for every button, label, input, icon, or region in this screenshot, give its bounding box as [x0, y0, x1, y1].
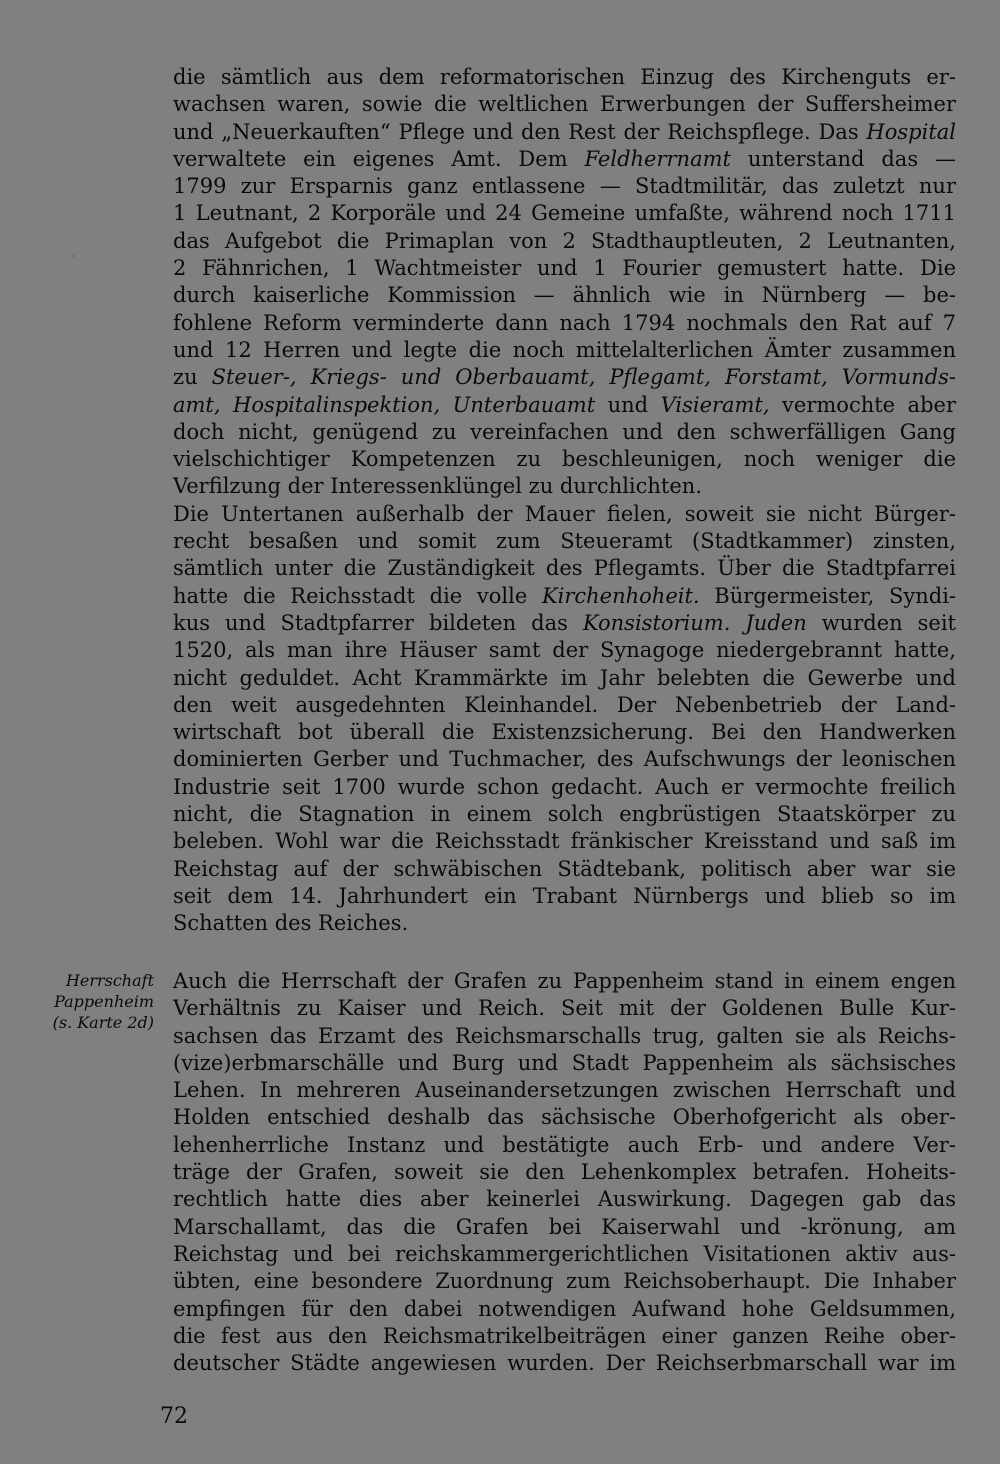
- text-line: [173, 119, 956, 146]
- text-line: [173, 1159, 956, 1186]
- text-run: wachsen waren, sowie die weltlichen Erwerbungen der Suffersheimer: [173, 92, 956, 117]
- text-run: Lehen. In mehreren Auseinandersetzungen zwischen Herrschaft und: [173, 1078, 956, 1103]
- text-run: das Aufgebot die Primaplan von 2 Stadthauptleuten, 2 Leutnanten,: [173, 228, 956, 253]
- italic-run: Kirchenhoheit.: [541, 583, 700, 608]
- text-run: 1 Leutnant, 2 Korporäle und 24 Gemeine umfaßte, während noch 1711: [173, 201, 956, 226]
- text-run: die fest aus den Reichsmatrikelbeiträgen einer ganzen Reihe ober-: [173, 1323, 956, 1348]
- text-line: [173, 310, 956, 337]
- text-line: [173, 1268, 956, 1295]
- text-line: [173, 1186, 956, 1213]
- text-run: fohlene Reform verminderte dann nach 1794 nochmals den Rat auf 7: [173, 310, 956, 335]
- text-run: träge der Grafen, soweit sie den Lehenkomplex betrafen. Hoheits-: [173, 1160, 956, 1185]
- italic-run: Konsistorium. Juden: [582, 610, 807, 635]
- text-run: und 12 Herren und legte die noch mittelalterlichen Ämter zusammen: [173, 337, 956, 362]
- text-line: [173, 419, 956, 446]
- text-run: verwaltete ein eigenes Amt. Dem: [173, 146, 585, 171]
- text-line: [173, 200, 956, 227]
- margin-note-line: (s. Karte 2d): [52, 1013, 154, 1032]
- text-line: [173, 282, 956, 309]
- page-number: 72: [160, 1404, 188, 1429]
- text-line: [173, 828, 956, 855]
- text-run: vielschichtiger Kompetenzen zu beschleunigen, noch weniger die: [173, 447, 956, 472]
- text-run: zu: [173, 365, 212, 390]
- text-run: Bürgermeister, Syndi-: [699, 583, 956, 608]
- text-line: [173, 473, 956, 500]
- text-run: doch nicht, genügend zu vereinfachen und den schwerfälligen Gang: [173, 419, 956, 444]
- text-run: Verfilzung der Interessenklüngel zu durchlichten.: [173, 474, 702, 499]
- text-line: [173, 665, 956, 692]
- text-run: Auch die Herrschaft der Grafen zu Pappenheim stand in einem engen: [173, 969, 956, 993]
- text-line: [173, 173, 956, 200]
- text-run: wirtschaft bot überall die Existenzsicherung. Bei den Handwerken: [173, 720, 956, 745]
- text-run: nicht geduldet. Acht Krammärkte im Jahr belebten die Gewerbe und: [173, 665, 956, 690]
- italic-run: Steuer-, Kriegs- und Oberbauamt, Pflegamt, Forstamt, Vormunds-: [211, 365, 957, 390]
- text-run: hatte die Reichsstadt die volle: [173, 583, 542, 608]
- main-text-block: [173, 64, 956, 938]
- text-line: [173, 1132, 956, 1159]
- scan-speck: [71, 255, 74, 257]
- text-run: kus und Stadtpfarrer bildeten das: [173, 610, 583, 635]
- text-line: [173, 64, 956, 91]
- text-line: [173, 719, 956, 746]
- text-run: unterstand das —: [730, 146, 956, 171]
- text-line: [173, 801, 956, 828]
- text-line: [173, 1350, 956, 1377]
- text-line: [173, 910, 956, 937]
- text-run: durch kaiserliche Kommission — ähnlich wie in Nürnberg — be-: [173, 283, 956, 308]
- text-line: [173, 528, 956, 555]
- text-line: [173, 1296, 956, 1323]
- text-run: Schatten des Reiches.: [173, 911, 409, 936]
- text-line: [173, 337, 956, 364]
- text-run: und „Neuerkauften“ Pflege und den Rest der Reichspflege. Das: [173, 119, 867, 144]
- text-run: Verhältnis zu Kaiser und Reich. Seit mit der Goldenen Bulle Kur-: [173, 996, 956, 1021]
- text-line: [173, 555, 956, 582]
- margin-note-line: Herrschaft: [65, 971, 154, 990]
- text-line: [173, 1104, 956, 1131]
- text-line: [173, 610, 956, 637]
- margin-note-herrschaft-pappenheim: [8, 970, 154, 1033]
- text-line: [173, 583, 956, 610]
- text-line: [173, 501, 956, 528]
- text-line: [173, 146, 956, 173]
- text-run: den weit ausgedehnten Kleinhandel. Der Nebenbetrieb der Land-: [173, 692, 956, 717]
- text-run: seit dem 14. Jahrhundert ein Trabant Nürnbergs und blieb so im: [173, 883, 956, 908]
- text-line: [173, 1050, 956, 1077]
- text-run: lehenherrliche Instanz und bestätigte auch Erb- und andere Ver-: [173, 1132, 956, 1157]
- text-line: [173, 1214, 956, 1241]
- text-run: (vize)erbmarschälle und Burg und Stadt Pappenheim als sächsisches: [173, 1050, 956, 1075]
- italic-run: Visieramt,: [660, 392, 770, 417]
- text-run: sachsen das Erzamt des Reichsmarschalls trug, galten sie als Reichs-: [173, 1023, 956, 1048]
- text-run: Marschallamt, das die Grafen bei Kaiserwahl und -krönung, am: [173, 1214, 956, 1239]
- italic-run: Hospital: [866, 119, 956, 144]
- text-line: [173, 91, 956, 118]
- text-line: [173, 1077, 956, 1104]
- text-run: übten, eine besondere Zuordnung zum Reichsoberhaupt. Die Inhaber: [173, 1269, 956, 1294]
- text-run: 1520, als man ihre Häuser samt der Synagoge niedergebrannt hatte,: [173, 638, 956, 663]
- text-run: 2 Fähnrichen, 1 Wachtmeister und 1 Fourier gemustert hatte. Die: [173, 256, 956, 281]
- text-run: deutscher Städte angewiesen wurden. Der Reichserbmarschall war im: [173, 1351, 956, 1376]
- text-line: [173, 255, 956, 282]
- text-run: Reichstag und bei reichskammergerichtlichen Visitationen aktiv aus-: [173, 1241, 956, 1266]
- text-run: Industrie seit 1700 wurde schon gedacht. Auch er vermochte freilich: [173, 774, 956, 799]
- text-line: [173, 392, 956, 419]
- text-run: die sämtlich aus dem reformatorischen Einzug des Kirchenguts er-: [173, 65, 956, 89]
- margin-note-line: Pappenheim: [54, 992, 154, 1011]
- text-run: 1799 zur Ersparnis ganz entlassene — Stadtmilitär, das zuletzt nur: [173, 174, 956, 199]
- text-run: empfingen für den dabei notwendigen Aufwand hohe Geldsummen,: [173, 1296, 956, 1321]
- text-run: vermochte aber: [769, 392, 956, 417]
- text-line: [173, 774, 956, 801]
- text-run: beleben. Wohl war die Reichsstadt fränkischer Kreisstand und saß im: [173, 829, 956, 854]
- text-line: [173, 968, 956, 995]
- text-line: [173, 883, 956, 910]
- text-run: und: [595, 392, 661, 417]
- text-line: [173, 1323, 956, 1350]
- text-line: [173, 856, 956, 883]
- text-run: nicht, die Stagnation in einem solch engbrüstigen Staatskörper zu: [173, 802, 956, 827]
- italic-run: Feldherrnamt: [584, 146, 731, 171]
- text-line: [173, 995, 956, 1022]
- text-line: [173, 1241, 956, 1268]
- text-run: wurden seit: [806, 610, 956, 635]
- text-line: [173, 228, 956, 255]
- text-run: dominierten Gerber und Tuchmacher, des Aufschwungs der leonischen: [173, 747, 956, 772]
- text-line: [173, 637, 956, 664]
- italic-run: amt, Hospitalinspektion, Unterbauamt: [173, 392, 596, 417]
- text-line: [173, 746, 956, 773]
- text-line: [173, 446, 956, 473]
- text-run: Die Untertanen außerhalb der Mauer fielen, soweit sie nicht Bürger-: [173, 501, 956, 526]
- text-line: [173, 364, 956, 391]
- text-run: sämtlich unter die Zuständigkeit des Pflegamts. Über die Stadtpfarrei: [173, 556, 956, 581]
- text-run: Reichstag auf der schwäbischen Städtebank, politisch aber war sie: [173, 856, 956, 881]
- text-run: recht besaßen und somit zum Steueramt (Stadtkammer) zinsten,: [173, 529, 956, 554]
- text-line: [173, 692, 956, 719]
- text-run: Holden entschied deshalb das sächsische Oberhofgericht als ober-: [173, 1105, 956, 1130]
- text-run: rechtlich hatte dies aber keinerlei Auswirkung. Dagegen gab das: [173, 1187, 956, 1212]
- section-text-block: [173, 968, 956, 1377]
- text-line: [173, 1023, 956, 1050]
